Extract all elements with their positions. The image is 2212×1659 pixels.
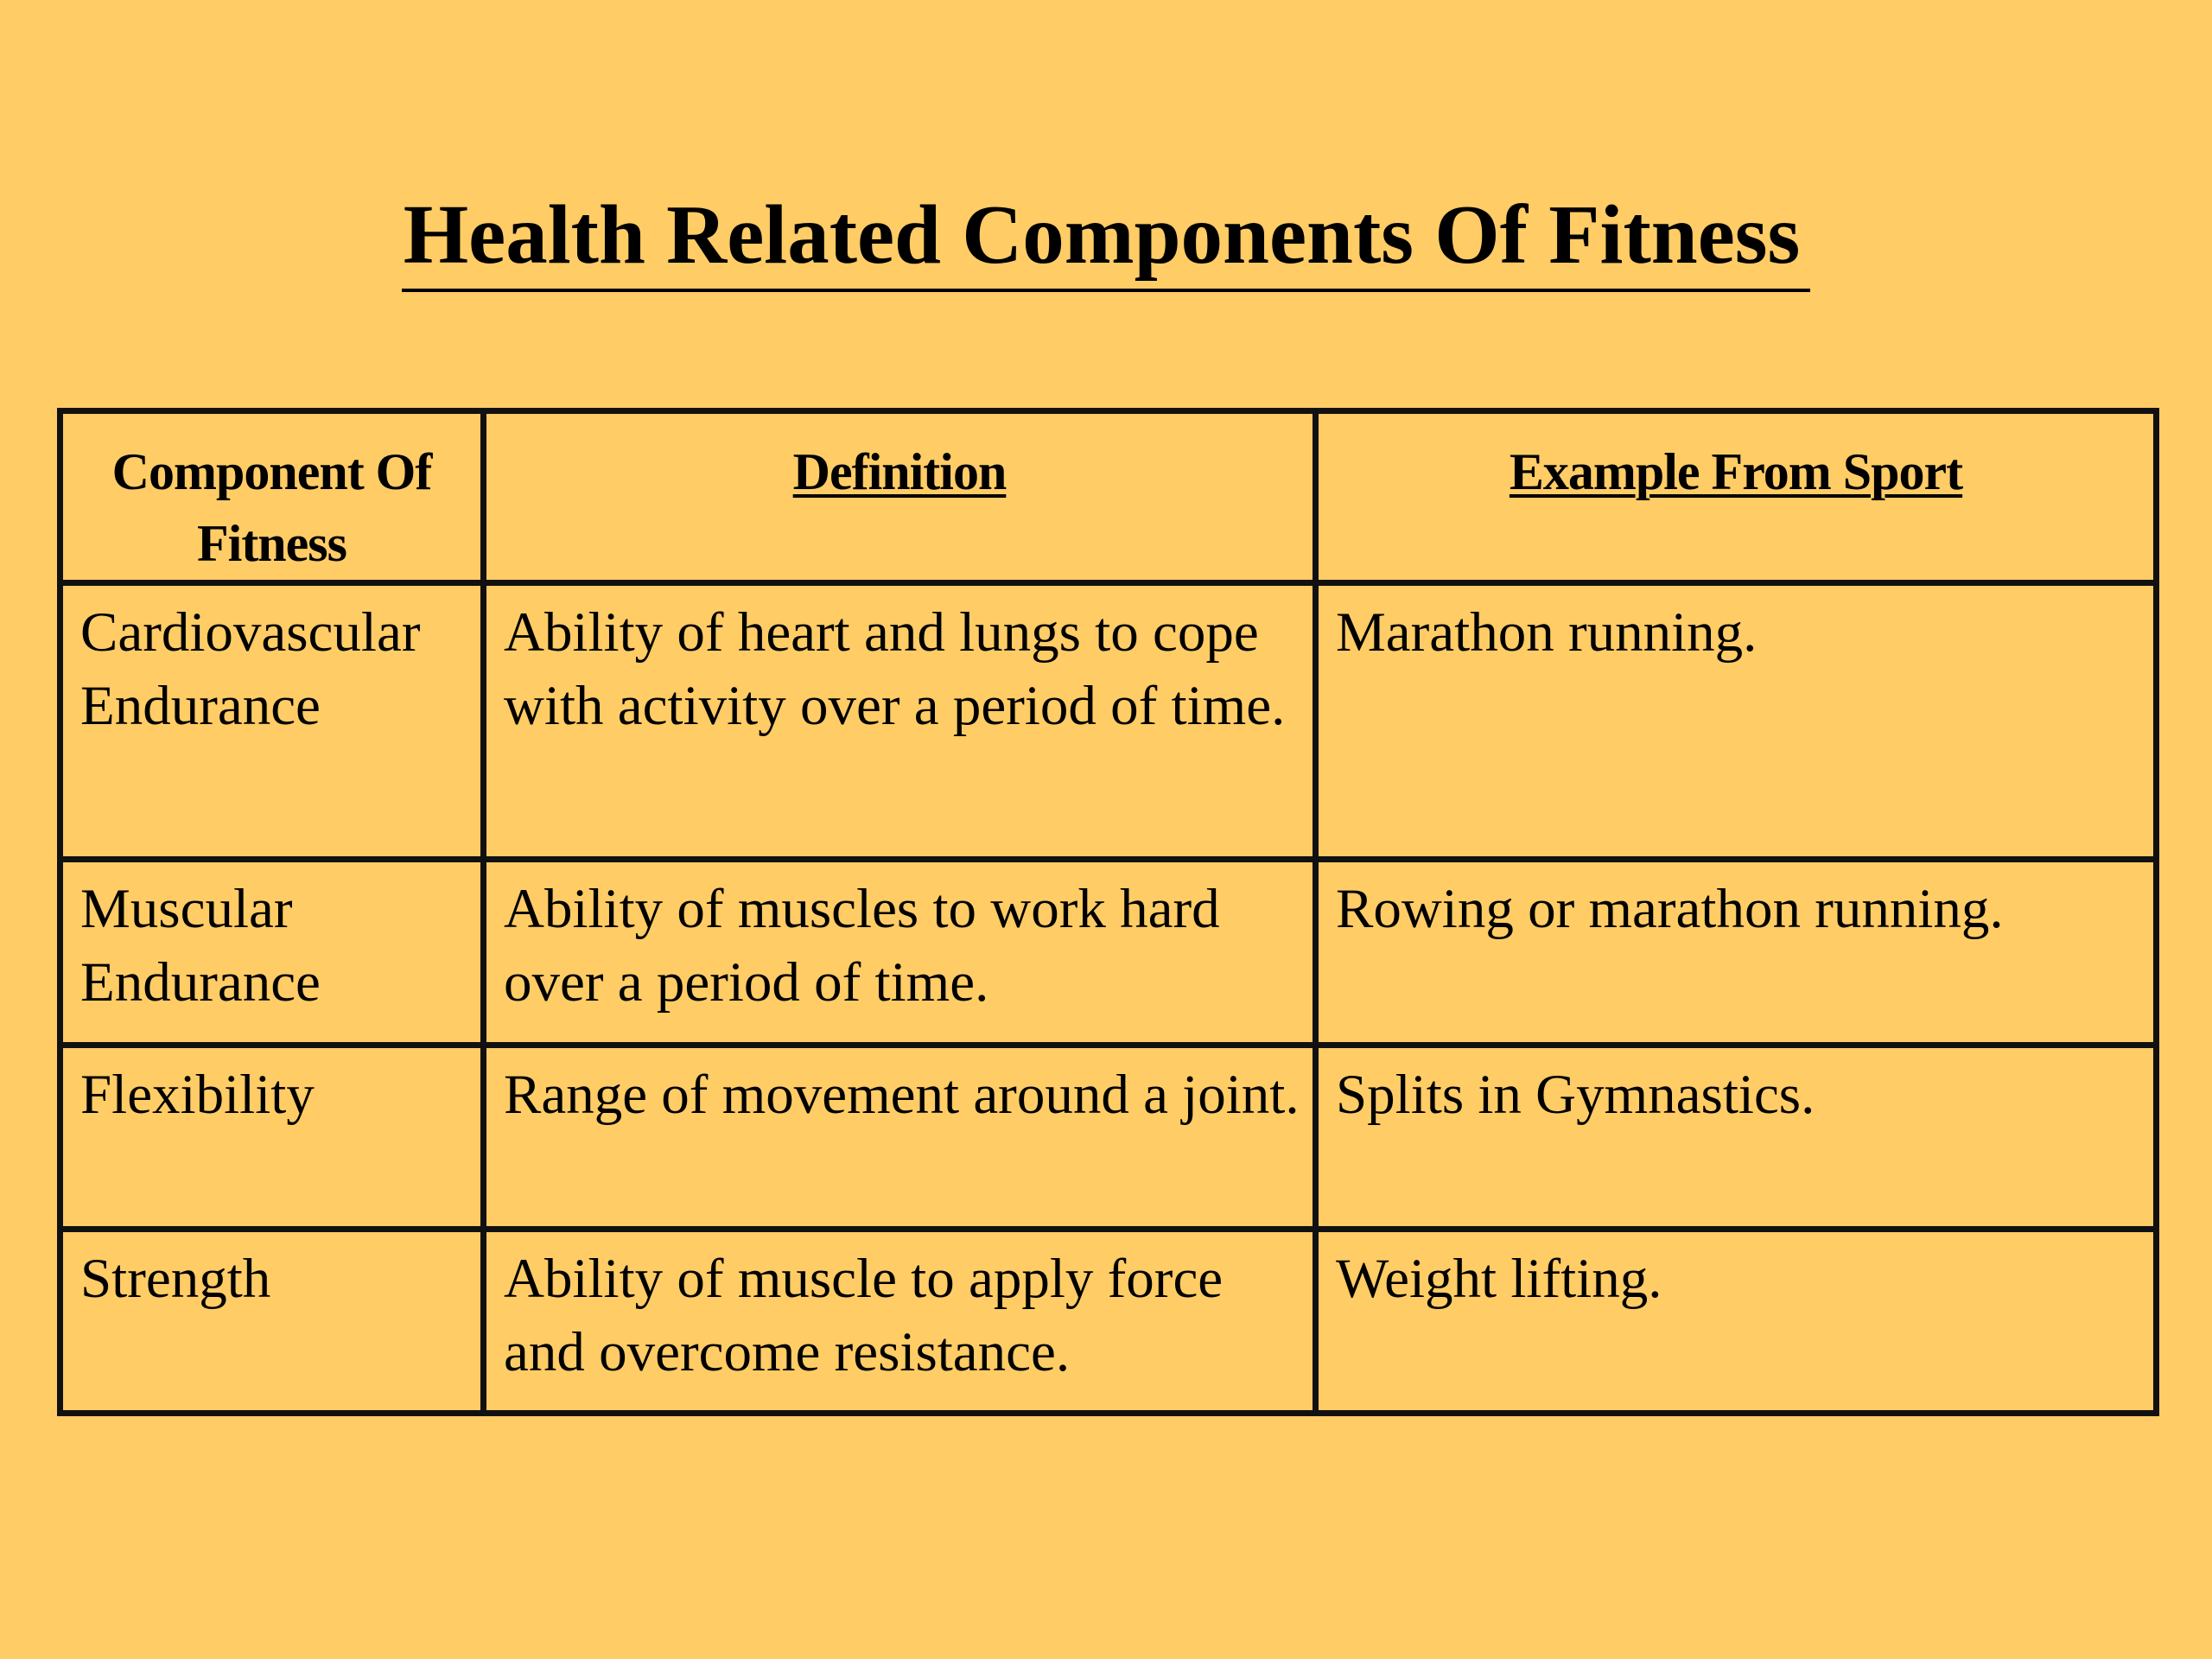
header-definition: Definition <box>484 411 1316 583</box>
table-row <box>60 860 2157 1046</box>
definition-cell: Ability of muscles to work hard over a period of time. <box>484 860 1316 1046</box>
header-example: Example From Sport <box>1316 411 2157 583</box>
example-cell: Weight lifting. <box>1316 1230 2157 1414</box>
table-row <box>60 1230 2157 1414</box>
component-cell: Muscular Endurance <box>60 860 484 1046</box>
component-cell: Strength <box>60 1230 484 1414</box>
table-row <box>60 1046 2157 1230</box>
definition-cell: Range of movement around a joint. <box>484 1046 1316 1230</box>
header-component: Component Of Fitness <box>60 411 484 583</box>
table-row <box>60 583 2157 860</box>
definition-cell: Ability of muscle to apply force and overcome resistance. <box>484 1230 1316 1414</box>
fitness-components-table <box>57 408 2159 1416</box>
page-title: Health Related Components Of Fitness <box>402 183 1811 292</box>
example-cell: Rowing or marathon running. <box>1316 860 2157 1046</box>
title-container <box>0 183 2212 292</box>
table-header-row <box>60 411 2157 583</box>
component-cell: Flexibility <box>60 1046 484 1230</box>
example-cell: Splits in Gymnastics. <box>1316 1046 2157 1230</box>
component-cell: Cardiovascular Endurance <box>60 583 484 860</box>
example-cell: Marathon running. <box>1316 583 2157 860</box>
definition-cell: Ability of heart and lungs to cope with activity over a period of time. <box>484 583 1316 860</box>
